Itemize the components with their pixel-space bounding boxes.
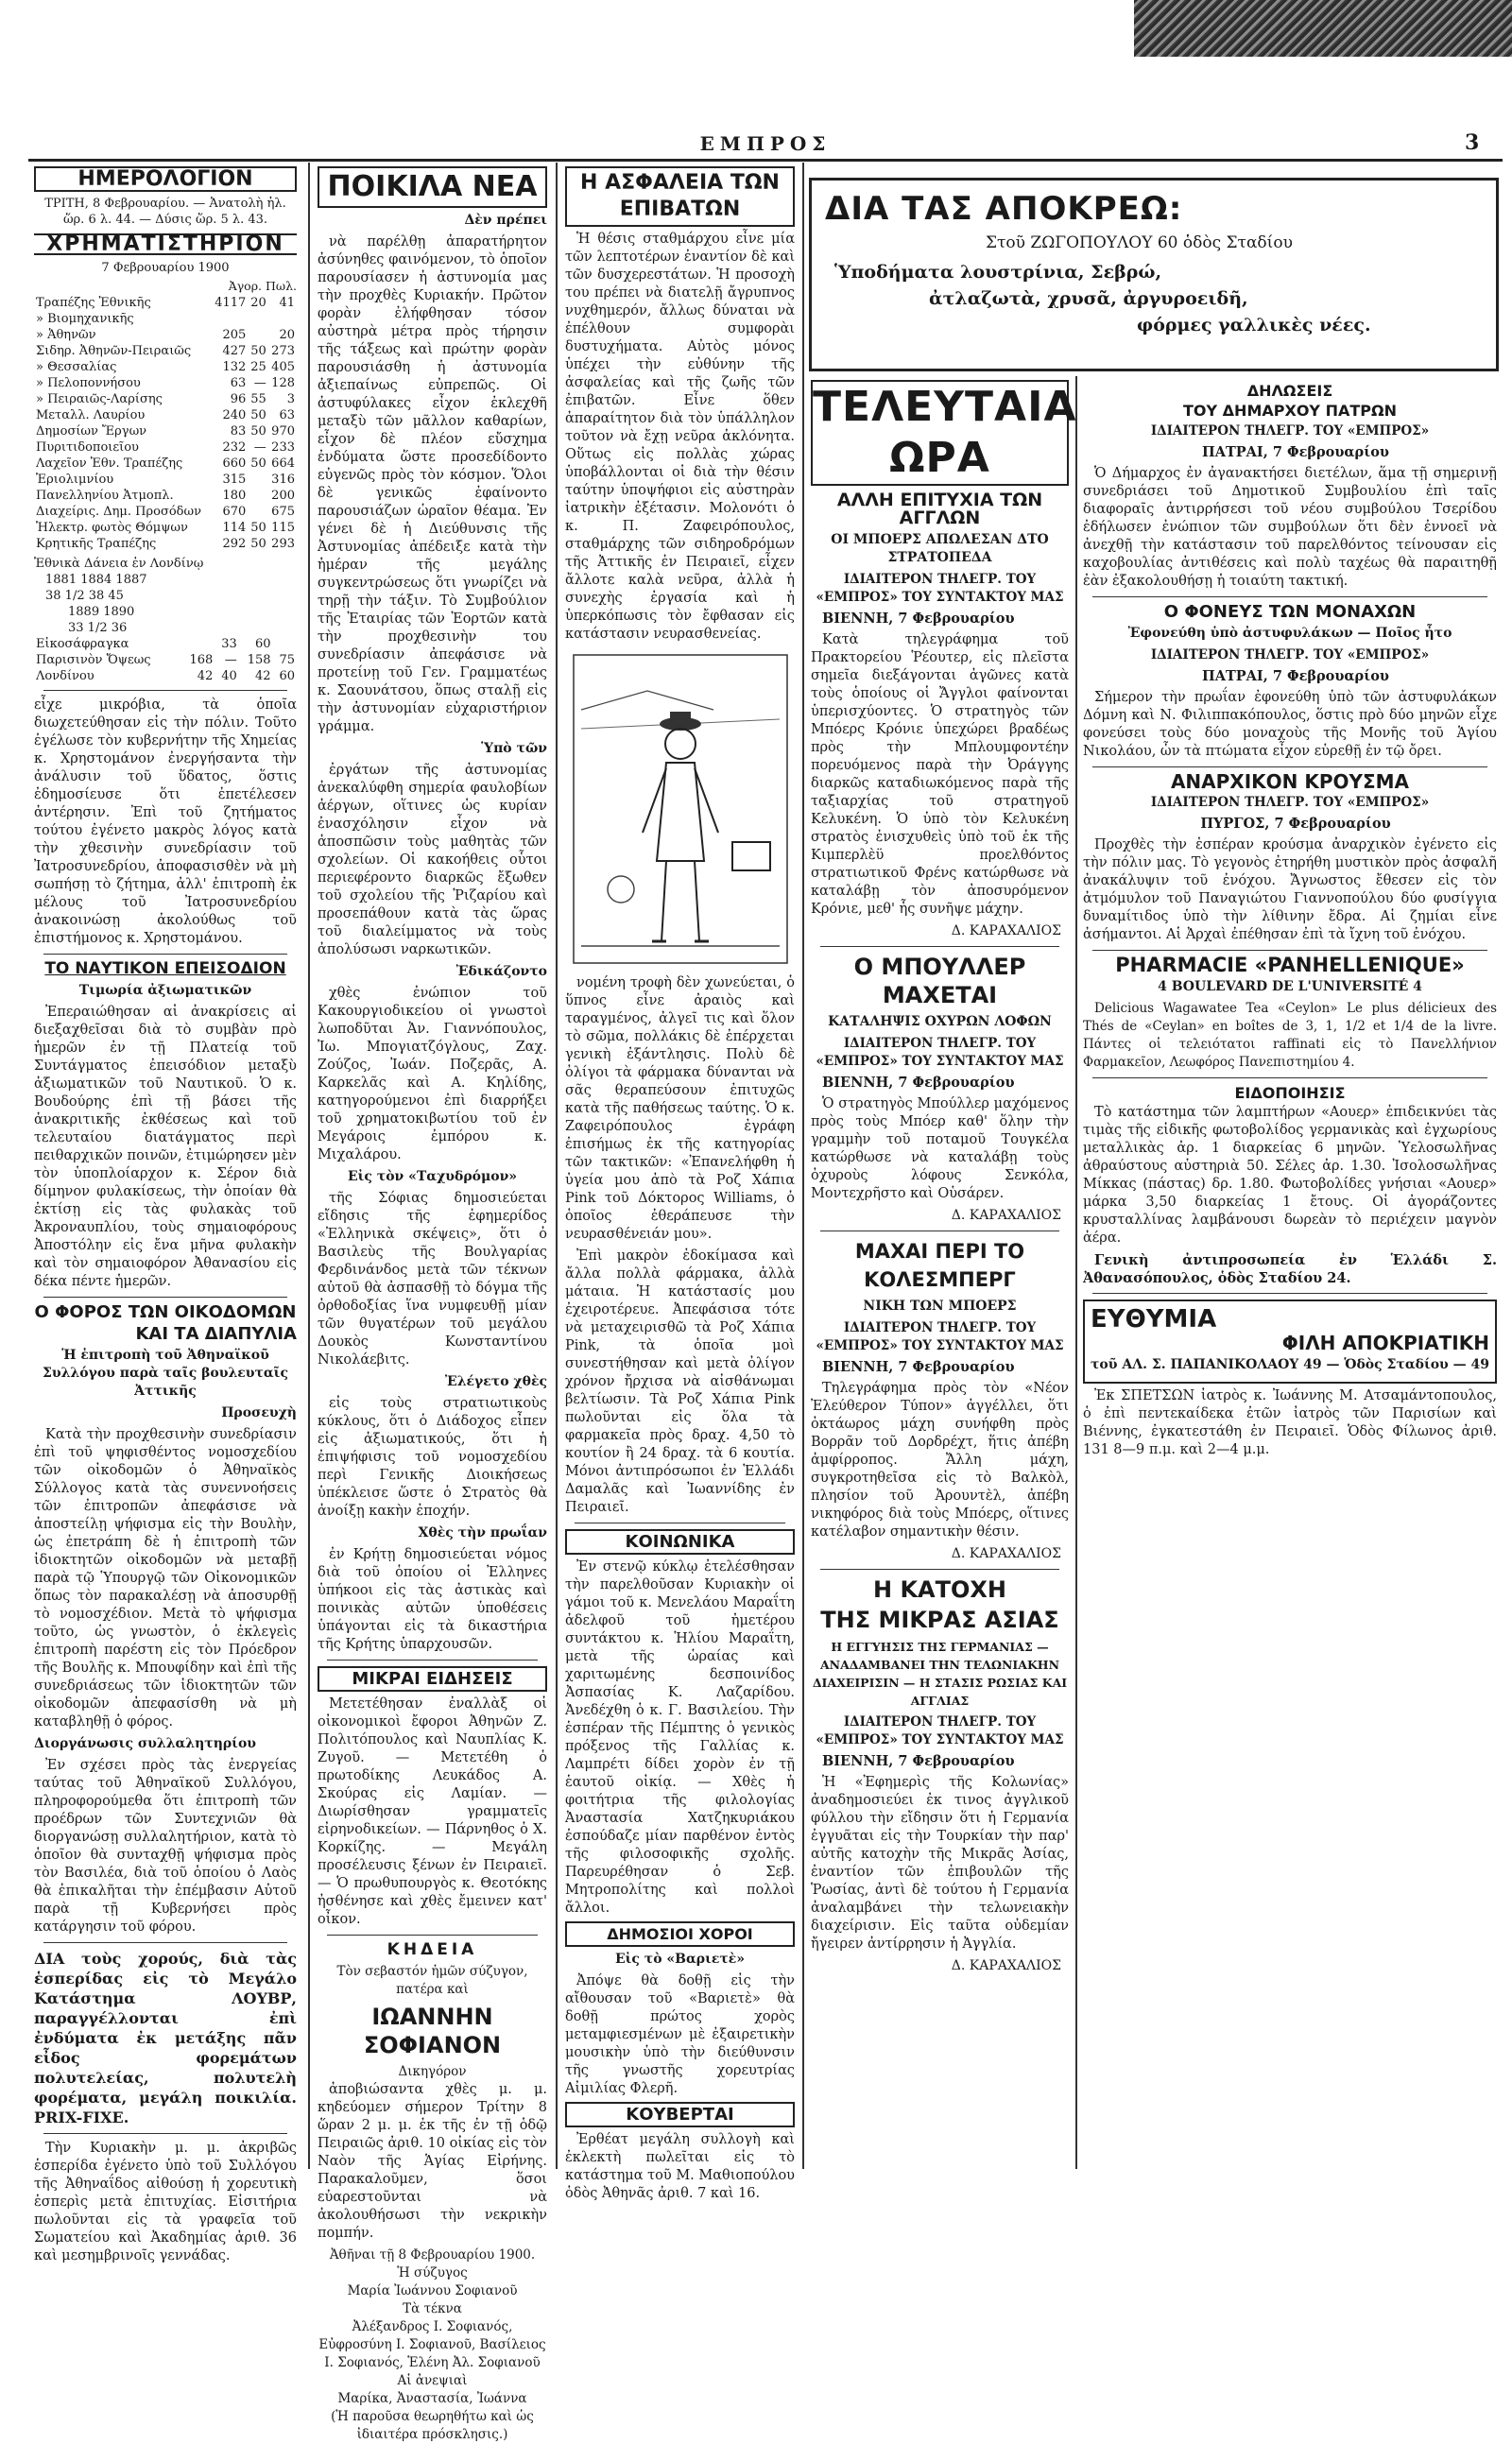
row-label: Τραπέζης Ἐθνικῆς (36, 296, 151, 310)
dispatch-place: ΒΙΕΝΝΗ, 7 Φεβρουαρίου (822, 1753, 1015, 1769)
naval-heading: ΤΟ ΝΑΥΤΙΚΟΝ ΕΠΕΙΣΟΔΙΟΝ (44, 959, 286, 978)
row-value: 42 (254, 669, 271, 683)
row-value: 670 (222, 505, 247, 519)
dance-subheading: Εἰς τὸ «Βαριετὲ» (614, 1952, 746, 1967)
row-value: 20 (279, 328, 295, 342)
table-row (34, 668, 297, 684)
divider (1092, 596, 1487, 597)
funeral-heading: ΚΗΔΕΙΑ (387, 1940, 478, 1959)
loans-block (34, 556, 297, 636)
safety-text: Ἡ θέσις σταθμάρχου εἶνε μία τῶν λεπτοτέρων ἐναντίον δὲ καὶ τῶν δυσχερεστάτων. Ἡ προσοχὴ του πρέπει νὰ διατελῇ ἄγρυπνος νυχθημερόν, ἄλλως δύναται νὰ ἐπέλθουν συμφορὰι δυστυχήματα. Αὐτὸς μόνος ὑπέχει τὴν εὐθύνην τῆς ἀσφαλείας καὶ τῆς ζωῆς τῶν ἐπιβατῶν. Εἶνε ὅθεν ἀπαραίτητον διὰ τὸν ὑπάλληλον τοῦτον νὰ ἔχῃ νεῦρα ἀκλόνητα. Οὕτως εἰς πολλὰς χώρας ὑποβάλλονται οἱ διὰ τὴν θέσιν ταύτην ὑποψήφιοι εἰς αὐστηρὰν ἰατρικὴν ἐξέτασιν. Μολονότι ὁ κ. Π. Ζαφειρόπουλος, σταθμάρχης τῶν σιδηροδρόμων τῆς Ἀττικῆς ἐν Πειραιεῖ, εἶχεν ἄλλοτε καλὰ νεῦρα, ἀλλὰ ἡ συνεχὴς ἐργασία καὶ ἡ ὑπερκόπωσις τὸν ἔφθασαν εἰς κατάστασιν νευρασθενείας. (565, 232, 795, 642)
row-value (248, 311, 268, 327)
divider (43, 1942, 287, 1943)
exchange-date: 7 Φεβρουαρίου 1900 (101, 261, 230, 275)
row-value: 427 (222, 344, 247, 358)
table-row (34, 359, 297, 375)
station-master-illustration (572, 653, 789, 965)
item-text: ἐν Κρήτῃ δημοσιεύεται νόμος διὰ τοῦ ὁποίου οἱ Ἐλληνες ὑπήκοοι εἰς τὰς ἀστικὰς καὶ ποινικὰς αὐτῶν ὑποθέσεις ὑπάγονται εἰς τὰ δικαστήρια τῆς Κρήτης ὑπαρχουσῶν. (318, 1547, 547, 1652)
dance-advert: Τὴν Κυριακὴν μ. μ. ἀκριβῶς ἑσπερίδα ἐγένετο ὑπὸ τοῦ Συλλόγου τῆς Ἀθηναΐδος αἰθούσῃ ἡ χορευτικὴ ἑσπερὶς μετὰ ἐπιτυχίας. Εἰσιτήρια πωλοῦνται εἰς τὰ γραφεῖα τοῦ Σωματείου καὶ Ἀκαδημίας ἀριθ. 36 καὶ μεσημβρινοῖς γεννάδας. (34, 2141, 297, 2263)
short-news-text: Μετετέθησαν ἐναλλὰξ οἱ οἰκονομικοὶ ἔφοροι Ἀθηνῶν Ζ. Πολιτόπουλος καὶ Ναυπλίας Κ. Ζυγοῦ. — Μετετέθη ὁ πρωτοδίκης Λευκάδος Α. Σκούρας εἰς Λαμίαν. — Διωρίσθησαν γραμματεῖς εἰρηνοδικείων. — Πάρνηθος ὁ Χ. Κορκίζης. — Μεγάλη προσέλευσις ξένων ἐν Πειραιεῖ. — Ὁ πρωθυπουργὸς κ. Θεοτόκης ἠσθένησε καὶ χθὲς ἔμεινεν κατ' οἶκον. (318, 1696, 547, 1927)
rally-subheading: Διοργάνωσις συλλαλητηρίου (34, 1736, 257, 1751)
dispatch-label: ΙΔΙΑΙΤΕΡΟΝ ΤΗΛΕΓΡ. ΤΟΥ «ΕΜΠΡΟΣ» (1150, 795, 1430, 810)
row-label: » Ἀθηνῶν (36, 328, 96, 342)
blankets-text: Ἐρθέατ μεγάλη συλλογὴ καὶ ἐκλεκτὴ πωλεῖται εἰς τὸ κατάστημα τοῦ Μ. Μαθιοπούλου ὁδὸς Ἀθηνᾶς ἀριθ. 7 καὶ 16. (565, 2132, 795, 2201)
carnival-shop-subtitle: ΦΙΛΗ ΑΠΟΚΡΙΑΤΙΚΗ (1281, 1332, 1489, 1354)
row-value: 42 (197, 669, 214, 683)
item-subheading: Εἰς τὸν «Ταχυδρόμον» (347, 1169, 518, 1184)
item-subheading: Δὲν πρέπει (464, 213, 547, 228)
column-passenger-safety (559, 163, 800, 2201)
funeral-wife: Μαρία Ἰωάννου Σοφιανοῦ (347, 2283, 518, 2298)
social-heading: ΚΟΙΝΩΝΙΚΑ (565, 1529, 795, 1555)
pharmacy-title: PHARMACIE «PANHELLENIQUE» (1115, 954, 1465, 976)
safety-text-2: Ἐπὶ μακρὸν ἐδοκίμασα καὶ ἄλλα πολλὰ φάρμακα, ἀλλὰ μάταια. Ἡ κατάστασίς μου ἐχειροτέρευε. Ἀπεφάσισα τότε νὰ μεταχειρισθῶ τὰ Ροζ Χάπια Pink, τὰ ὁποῖα μοὶ συνεστήθησαν καὶ μετὰ ὀλίγον χρόνον ἤρχισα νὰ αἰσθάνωμαι βελτίωσιν. Τὰ Ροζ Χάπια Pink πωλοῦνται εἰς ὅλα τὰ φαρμακεῖα πρὸς δραχ. 4,50 τὸ κουτίον ἢ 24 δραχ. τὰ 6 κουτία. Μόνοι ἀντιπρόσωποι ἐν Ἑλλάδι Δαμαλᾶς καὶ Ἰωαννίδης ἐν Πειραιεῖ. (565, 1248, 795, 1515)
table-row (34, 536, 297, 552)
story-subheading: ΝΙΚΗ ΤΩΝ ΜΠΟΕΡΣ (863, 1299, 1017, 1314)
signature: Δ. ΚΑΡΑΧΑΛΙΟΣ (951, 1958, 1061, 1973)
row-value: 200 (271, 489, 295, 503)
row-value: 41 (279, 296, 295, 310)
dispatch-label: ΙΔΙΑΙΤΕΡΟΝ ΤΗΛΕΓΡ. ΤΟΥ «ΕΜΠΡΟΣ» (1150, 423, 1430, 439)
carnival-shop-advert (1083, 1299, 1497, 1384)
currency-table (34, 636, 297, 684)
row-value: — (253, 440, 266, 455)
row-value: 83 (230, 424, 247, 439)
row-value: 316 (271, 473, 295, 487)
carnival-advert-items-2: ἀτλαζωτὰ, χρυσᾶ, ἀργυροειδῆ, (929, 288, 1248, 309)
row-value: — (253, 376, 266, 390)
divider (1092, 766, 1487, 767)
short-news-heading: ΜΙΚΡΑΙ ΕΙΔΗΣΕΙΣ (318, 1666, 547, 1692)
row-value (181, 636, 215, 652)
row-value: 63 (279, 408, 295, 422)
dispatch-label: ΙΔΙΑΙΤΕΡΟΝ ΤΗΛΕΓΡ. ΤΟΥ «ΕΜΠΡΟΣ» ΤΟΥ ΣΥΝΤΑΚΤΟΥ ΜΑΣ (816, 572, 1064, 605)
dispatch-text: Ἡ «Ἐφημερὶς τῆς Κολωνίας» ἀναδημοσιεύει ἐκ τινος ἀγγλικοῦ φύλλου τὴν εἴδησιν ὅτι ἡ Γερμανία ἐγγυᾶται εἰς τὴν Τουρκίαν τὴν παρ' αὐτῆς κατοχὴν τῆς Μικρᾶς Ἀσίας, ἐναντίον τῶν ἐπιβουλῶν τῆς Ῥωσίας, ἀντὶ δὲ τούτου ἡ Γερμανία ἀναλαμβάνει τὴν τελωνειακὴν διαχείρισιν. Εἰς ταῦτα οὐδεμίαν ἤγειρεν ἀντίρρησιν ἡ Ἀγγλία. (811, 1775, 1069, 1952)
row-value: 405 (271, 360, 295, 374)
story-heading-2: ΤΟΥ ΔΗΜΑΡΧΟΥ ΠΑΤΡΩΝ (1183, 402, 1397, 420)
row-label: Σιδηρ. Ἀθηνῶν-Πειραιῶς (36, 344, 192, 358)
dance-text: Ἀπόψε θὰ δοθῇ εἰς τὴν αἴθουσαν τοῦ «Βαριετὲ» θὰ δοθῇ πρώτος χορὸς μεταμφιεσμένων μὲ ἐξαιρετικὴν μουσικὴν ὑπὸ τὴν διεύθυνσιν τῆς γνωστῆς χορευτρίας Αἰμιλίας Φλερῆ. (565, 1973, 795, 2096)
column-rule (556, 163, 558, 2169)
safety-heading: Η ΑΣΦΑΛΕΙΑ ΤΩΝ ΕΠΙΒΑΤΩΝ (565, 166, 795, 227)
row-value: 4117 (215, 296, 247, 310)
story-heading: ΑΝΑΡΧΙΚΟΝ ΚΡΟΥΣΜΑ (1170, 770, 1410, 793)
tax-subheading-2: Προσευχὴ (221, 1405, 297, 1420)
row-value: 233 (271, 440, 295, 455)
row-value: 128 (271, 376, 295, 390)
table-row (34, 343, 297, 359)
funeral-date: Ἀθῆναι τῇ 8 Φεβρουαρίου 1900. (329, 2247, 536, 2263)
row-value (268, 311, 297, 327)
loans-values-2: 33 1/2 36 (68, 621, 128, 635)
story-subheading: ΟΙ ΜΠΟΕΡΣ ΑΠΩΛΕΣΑΝ ΔΤΟ ΣΤΡΑΤΟΠΕΔΑ (831, 532, 1049, 565)
dispatch-label: ΙΔΙΑΙΤΕΡΟΝ ΤΗΛΕΓΡ. ΤΟΥ «ΕΜΠΡΟΣ» ΤΟΥ ΣΥΝΤΑΚΤΟΥ ΜΑΣ (816, 1036, 1064, 1069)
row-label: » Πειραιῶς-Λαρίσης (36, 392, 163, 406)
row-value: 292 (222, 537, 247, 551)
story-subheading: Η ΕΓΓΥΗΣΙΣ ΤΗΣ ΓΕΡΜΑΝΙΑΣ — ΑΝΑΔΑΜΒΑΝΕΙ ΤΗΝ ΤΕΛΩΝΙΑΚΗΝ ΔΙΑΧΕΙΡΙΣΙΝ — Η ΣΤΑΣΙΣ ΡΩΣΙΑΣ ΚΑΙ ΑΓΓΛΙΑΣ (812, 1640, 1068, 1708)
dispatch-text: Σήμερον τὴν πρωΐαν ἐφονεύθη ὑπὸ τῶν ἀστυφυλάκων Δόμνη καὶ Ν. Φιλιππακόπουλος, ὅστις πρὸ δύο μηνῶν εἶχε φονεύσει τοὺς δύο μοναχοὺς τῆς Μονῆς τοῦ Ἁγίου Νικολάου, ὧν τὰ πτώματα εἶχον εὑρεθῇ ἐν τῷ ὄρει. (1083, 690, 1497, 759)
funeral-name: ΙΩΑΝΝΗΝ ΣΟΦΙΑΝΟΝ (363, 2004, 502, 2058)
tax-heading-2: ΚΑΙ ΤΑ ΔΙΑΠΥΛΙΑ (135, 1324, 297, 1344)
row-value: 240 (222, 408, 247, 422)
almanac-line: ΤΡΙΤΗ, 8 Φεβρουαρίου. — Ἀνατολὴ ἡλ. ὥρ. 6 λ. 44. — Δύσις ὥρ. 5 λ. 43. (44, 197, 286, 227)
item-text: νὰ παρέλθῃ ἀπαρατήρητον ἀσύνηθες φαινόμενον, τὸ ὁποῖον παρουσίασεν ἡ ἀστυνομία μας τὴν προχθὲς Κυριακήν. Πρῶτον φορὰν ἐλήφθησαν τόσον αὐστηρὰ μέτρα πρὸς τήρησιν τῆς τάξεως καὶ πρώτην φορὰν παρουσιάσθη ἡ ἀστυνομία ἀξιεπαίνως εὐπρεπῶς. Οἱ ἀστυφύλακες εἶχον ἐκλεχθῆ μεταξὺ τῶν μᾶλλον καθαρίων, εἶχον δὲ πλέον εὔσχημα ἐνδύματα ὥστε προσεδίδοντο εὐγενῶς πρὸς τὸν κόσμον. Ὅλοι δὲ γενικῶς ἐφαίνοντο παρουσιάζων ὡραῖον θέαμα. Ἐν γένει δὲ ἡ Διεύθυνσις τῆς Ἀστυνομίας ἀπέδειξε κατὰ τὴν ἡμέραν τῆς μεγάλης συγκεντρώσεως ὅτι γνωρίζει νὰ τηρῇ τὴν τάξιν. Τὸ Συμβούλιον τῆς Ἑταιρίας τῶν Ἑορτῶν κατὰ τὴν προχθεσινὴν του συνεδρίασιν ἀπεφάσισε νὰ προτείνῃ τοῦ Γεν. Γραμματέως κ. Σαουνάτσου, ὅπως σταλῇ εἰς τὴν ἀστυνομίαν εὐχαριστήριον γράμμα. (318, 234, 547, 734)
dispatch-place: ΒΙΕΝΝΗ, 7 Φεβρουαρίου (822, 1075, 1015, 1091)
dispatch-text: Προχθὲς τὴν ἑσπέραν κρούσμα ἀναρχικὸν ἐγένετο εἰς τὴν πόλιν μας. Τὸ γεγονὸς ἐτηρήθη μυστικὸν πρὸς ἀσφαλῆ ἀνακάλυψιν τοῦ ἐνόχου. Ἄγνωστος ἔθεσεν εἰς τὸν ἀτμόμυλον τοῦ Παναγιώτου Γιαννοπούλου δύο φυσίγγια δυναμίτιδος ὑπὸ τὴν λίθινην ἔδρα. Αἱ ζημίαι εἶνε ἀσήμαντοι. Αἱ Ἀρχαὶ ἐπέθησαν ἐπὶ τὰ ἴχνη τοῦ ἐνόχου. (1083, 837, 1497, 942)
latest-hour-heading: ΤΕΛΕΥΤΑΙΑ ΩΡΑ (811, 380, 1069, 486)
tax-subheading: Ἡ ἐπιτροπὴ τοῦ Ἀθηναϊκοῦ Συλλόγου παρὰ ταῖς βουλευταῖς Ἀττικῆς (43, 1348, 288, 1399)
exchange-col-headers: Ἀγορ. Πωλ. (228, 279, 297, 293)
scan-edge-shading (1134, 0, 1512, 57)
row-value: 205 (222, 328, 247, 342)
row-value (248, 472, 268, 488)
row-label: Παρισινὸν Ὄψεως (36, 653, 151, 667)
divider (820, 1569, 1059, 1570)
row-value: 315 (222, 473, 247, 487)
row-value (248, 504, 268, 520)
item-text: ἐργάτων τῆς ἀστυνομίας ἀνεκαλύφθη σημερία φαυλοβίων ἀέργων, οἵτινες ὡς κυρίαν ἐνασχόλησιν εἶχον νὰ ἀποσπῶσιν τοὺς μαθητὰς τῶν σχολείων. Οἱ κακοήθεις οὗτοι περιεφέροντο διαρκῶς ἔξωθεν τοῦ σχολείου τῆς Ῥιζαρίου καὶ προσεπάθουν κατὰ τὰς ὥρας τοῦ διαλείμματος νὰ τοὺς ἀπολύσωσι ναρκωτικῶν. (318, 763, 547, 957)
table-row (34, 472, 297, 488)
row-value (211, 311, 248, 327)
exchange-table (34, 295, 297, 552)
row-value: 675 (271, 505, 295, 519)
funeral-note: (Ἡ παροῦσα θεωρηθήτω καὶ ὡς ἰδιαιτέρα πρόσκλησις.) (331, 2409, 534, 2442)
table-row (34, 423, 297, 439)
row-label: Ἐριολιμνίου (36, 473, 114, 487)
row-value: 273 (271, 344, 295, 358)
masthead-rule (28, 159, 1503, 162)
row-value: 970 (271, 424, 295, 439)
almanac-heading: ΗΜΕΡΟΛΟΓΙΟΝ (34, 166, 297, 192)
row-label: Πυριτιδοποιεῖου (36, 440, 139, 455)
carnival-shop-title: ΕΥΘΥΜΙΑ (1091, 1305, 1217, 1334)
signature: Δ. ΚΑΡΑΧΑΛΙΟΣ (951, 923, 1061, 938)
doctor-notice: Ἐκ ΣΠΕΤΣΩΝ ἰατρὸς κ. Ἰωάννης Μ. Ατσαμάντοπουλος, ὁ ἐπὶ πεντεκαίδεκα ἐτῶν ἰατρὸς τῶν Παρισίων καὶ Βιέννης, ἐγκατεστάθη ἐν Πειραιεῖ. Ὁδὸς Φίλωνος ἀριθ. 131 8—9 π.μ. καὶ 2—4 μ.μ. (1083, 1388, 1497, 1457)
column-various-news (312, 163, 553, 2442)
divider (327, 1660, 538, 1661)
table-row (34, 439, 297, 456)
funeral-children-label: Τὰ τέκνα (403, 2301, 462, 2316)
divider (43, 690, 287, 691)
row-value: 20 (250, 296, 266, 310)
row-value: 60 (254, 637, 271, 651)
row-label: Ἠλεκτρ. φωτὸς Θόμψων (36, 521, 188, 535)
divider (1092, 950, 1487, 951)
funeral-text: ἀποβιώσαντα χθὲς μ. μ. κηδεύομεν σήμερον Τρίτην 8 ὥραν 2 μ. μ. ἐκ τῆς ἐν τῇ ὁδῷ Πειραιῶς ἀριθ. 10 οἰκίας εἰς τὸν Ναὸν τῆς Ἁγίας Εἰρήνης. Παρακαλοῦμεν, ὅσοι εὐαρεστοῦνται νὰ ἀκολουθήσωσι τὴν νεκρικὴν πομπήν. (318, 2082, 547, 2241)
newspaper-masthead: ΕΜΠΡΟΣ (699, 132, 832, 155)
notices-heading: ΕΙΔΟΠΟΙΗΣΙΣ (1234, 1084, 1346, 1102)
row-label: Διαχείρις. Δημ. Προσόδων (36, 505, 201, 519)
tax-text: Κατὰ τὴν προχθεσινὴν συνεδρίασιν ἐπὶ τοῦ ψηφισθέντος νομοσχεδίου τῶν οἰκοδομῶν ὁ Ἀθηναϊκὸς Σύλλογος κατὰ τὰς συνεννοήσεις τῶν ἐπιτροπῶν ἀπεφάσισε νὰ ἀποστείλῃ ψήφισμα εἰς τὴν Βουλὴν, ὡς ἐπετράπη δὲ ἡ ἐπιτροπὴ τῶν ἰδιοκτητῶν οἰκοδομῶν νὰ μεταβῇ παρὰ τῷ Ὑπουργῷ τῶν Οἰκονομικῶν ὅπως τὸν παρακαλέσῃ νὰ ἀποσυρθῇ τὸ νομοσχέδιον. Μετὰ τὸ ψήφισμα τοῦτο, ὡς γνωστὸν, ὁ ἐκλεγεὶς ἐπιτροπὴ παρέστη εἰς τὸν Πρόεδρον τῆς Βουλῆς κ. Μπουφίδην καὶ ἐπὶ τῆς συνεδριάσεως τῶν ἰδιοκτητῶν τῶν οἰκοδομῶν ἀπεφασίσθη νὰ μὴ καταβληθῇ ὁ φόρος. (34, 1427, 297, 1730)
story-subheading: ΚΑΤΑΛΗΨΙΣ ΟΧΥΡΩΝ ΛΟΦΩΝ (828, 1014, 1052, 1029)
funeral-wife-label: Ἡ σύζυγος (397, 2265, 468, 2280)
funeral-relatives: Μαρίκα, Ἀναστασία, Ἰωάννα (337, 2391, 527, 2406)
carnival-advert-title: ΔΙΑ ΤΑΣ ΑΠΟΚΡΕΩ: (825, 190, 1183, 228)
story-heading: ΑΛΛΗ ΕΠΙΤΥΧΙΑ ΤΩΝ ΑΓΓΛΩΝ (836, 490, 1043, 528)
table-row (34, 295, 297, 311)
divider (327, 1935, 538, 1936)
story-subheading: Ἐφονεύθη ὑπὸ ἀστυφυλάκων — Ποῖος ἦτο (1127, 626, 1452, 641)
item-text: τῆς Σόφιας δημοσιεύεται εἴδησις τῆς ἐφημερίδος «Ἐλληνικὰ σκέψεις», ὅτι ὁ Βασιλεὺς τῆς Βουλγαρίας Φερδινάνδος μετὰ τῶν τέκνων αὐτοῦ θὰ ἀσπασθῇ τὸ δόγμα τῆς ὀρθοδοξίας ἵνα νυμφευθῇ μίαν τῶν θυγατέρων τοῦ μεγάλου Δουκὸς Κωνσταντίνου Νικολάεβιτς. (318, 1191, 547, 1368)
dispatch-label: ΙΔΙΑΙΤΕΡΟΝ ΤΗΛΕΓΡ. ΤΟΥ «ΕΜΠΡΟΣ» ΤΟΥ ΣΥΝΤΑΚΤΟΥ ΜΑΣ (816, 1320, 1064, 1353)
tax-heading: Ο ΦΟΡΟΣ ΤΩΝ ΟΙΚΟΔΟΜΩΝ (34, 1302, 297, 1322)
row-label: » Πελοποννήσου (36, 376, 141, 390)
item-subheading: Ὑπὸ τῶν (481, 741, 547, 756)
table-row (34, 520, 297, 536)
row-value: 158 (247, 653, 271, 667)
page-number: 3 (1465, 130, 1480, 155)
story-heading: Ο ΦΟΝΕΥΣ ΤΩΝ ΜΟΝΑΧΩΝ (1163, 602, 1417, 622)
story-heading: Η ΚΑΤΟΧΗ (873, 1576, 1006, 1603)
dispatch-place: ΒΙΕΝΝΗ, 7 Φεβρουαρίου (822, 611, 1015, 627)
various-news-heading: ΠΟΙΚΙΛΑ ΝΕΑ (318, 166, 547, 208)
loans-values: 38 1/2 38 45 (45, 589, 124, 603)
story-heading: ΔΗΛΩΣΕΙΣ (1246, 382, 1333, 400)
table-row (34, 407, 297, 423)
loans-years-2: 1889 1890 (68, 605, 135, 619)
exchange-heading: ΧΡΗΜΑΤΙΣΤΗΡΙΟΝ (34, 233, 297, 255)
row-label: Κρητικῆς Τραπέζης (36, 537, 157, 551)
item-text: χθὲς ἐνώπιον τοῦ Κακουργιοδικείου οἱ γνωστοὶ λωποδῦται Ἀν. Γιαννόπουλος, Ἰω. Μπογιατζόγλους, Ζαχ. Ζούζος, Ἰωάν. Ποζερᾶς, Α. Καρκελᾶς καὶ Α. Κηλίδης, κατηγορούμενοι ἐπὶ διαρρήξει τοῦ χρηματοκιβωτίου τοῦ ἐν Μεγάροις ἐμπόρου κ. Μιχαλάρου. (318, 986, 547, 1162)
carnival-advert-items-1: Ὑποδήματα λουστρίνια, Σεβρώ, (834, 262, 1162, 283)
row-value: 114 (222, 521, 247, 535)
row-value: 3 (286, 392, 295, 406)
dispatch-text: Κατὰ τηλεγράφημα τοῦ Πρακτορείου Ῥέουτερ, εἰς πλεῖστα σημεῖα διεξάγονται ἀγῶνες κατὰ τοὺς ὁποίους οἱ Ἄγγλοι φαίνονται ὑπερισχύοντες. Ὁ στρατηγὸς τῶν Μπόερς Κρόνιε ὑπεχώρει βραδέως πρὸς τὴν Μπλουμφοντέην πορευόμενος παρὰ τὴν Ὀράγγης διαρκῶς καταδιωκόμενος παρὰ τῆς ταξιαρχίας τοῦ στρατηγοῦ Κελυκένη. Ὁ ὑπὸ τὸν Κελυκένη στρατὸς ἐνισχυθεὶς ὑπὸ τοῦ ἐκ τῆς Κιμπερλὲϋ προελθόντος στρατιωτικοῦ Φρένς κατώρθωσε νὰ καταλάβῃ τὸν ἀποσυρόμενον Κρόνιε, μεθ' ἧς συνῆψε μάχην. (811, 632, 1069, 917)
row-value: 293 (271, 537, 295, 551)
blankets-heading: ΚΟΥΒΕΡΤΑΙ (565, 2102, 795, 2127)
column-rule (802, 163, 804, 2169)
story-heading: ΜΑΧΑΙ ΠΕΡΙ ΤΟ ΚΟΛΕΣΜΠΕΡΓ (854, 1240, 1025, 1291)
table-row (34, 327, 297, 343)
row-value: 180 (222, 489, 247, 503)
public-dances-heading: ΔΗΜΟΣΙΟΙ ΧΟΡΟΙ (565, 1921, 795, 1947)
row-value: 50 (250, 521, 266, 535)
row-label: Λονδίνου (36, 669, 94, 683)
story-heading: Ο ΜΠΟΥΛΛΕΡ ΜΑΧΕΤΑΙ (853, 954, 1026, 1008)
row-value: 33 (221, 637, 237, 651)
dispatch-text: Ὁ στρατηγὸς Μπούλλερ μαχόμενος πρὸς τοὺς Μπόερ καθ' ὅλην τὴν γραμμὴν τοῦ ποταμοῦ Τουγκέλα κατώρθωσε νὰ καταλάβῃ τοὺς ὀχυροὺς λόφους Σενκόλα, Μοντεχρῆστο καὶ Οὑσάρεν. (811, 1096, 1069, 1201)
pharmacy-text: Delicious Wagawatee Tea «Ceylon» Le plus délicieux des Thés de «Ceylan» en boîtes de 3, 1, 1/2 et 1/4 de la livre. Πάντες οἱ τελειότατοι raffinati εἰς τὸ Πανελλήνιον Φαρμακεῖον, Λεωφόρος Πανεπιστημίου 4. (1083, 1001, 1497, 1070)
row-value: 63 (230, 376, 247, 390)
row-label: Μεταλλ. Λαυρίου (36, 408, 146, 422)
loans-years: 1881 1884 1887 (45, 573, 147, 587)
column-rule (308, 163, 310, 2169)
row-label: Πανελληνίου Ἀτμοπλ. (36, 489, 174, 503)
pharmacy-address: 4 BOULEVARD DE L'UNIVERSITÉ 4 (1158, 979, 1422, 994)
row-value: 40 (221, 669, 237, 683)
row-value: 132 (222, 360, 247, 374)
row-value: 50 (250, 408, 266, 422)
dispatch-label: ΙΔΙΑΙΤΕΡΟΝ ΤΗΛΕΓΡ. ΤΟΥ «ΕΜΠΡΟΣ» ΤΟΥ ΣΥΝΤΑΚΤΟΥ ΜΑΣ (816, 1714, 1064, 1747)
funeral-children: Ἀλέξανδρος Ι. Σοφιανός, Εὐφροσύνη Ι. Σοφιανοῦ, Βασίλειος Ι. Σοφιανός, Ἑλένη Ἀλ. Σοφιανοῦ (318, 2319, 546, 2370)
loans-label: Ἐθνικὰ Δάνεια ἐν Λονδίνῳ (34, 557, 204, 571)
row-value: — (224, 653, 237, 667)
signature: Δ. ΚΑΡΑΧΑΛΙΟΣ (951, 1546, 1061, 1561)
row-value: 664 (271, 456, 295, 471)
table-row (34, 652, 297, 668)
item-text: εἰς τοὺς στρατιωτικοὺς κύκλους, ὅτι ὁ Διάδοχος εἶπεν εἰς ἀξιωματικούς, ὅτι ἡ ἐπιψήφισις τοῦ νομοσχεδίου περὶ Γενικῆς Διοικήσεως ὑπέκλεισε ὥστε ὁ Στρατὸς θὰ ἀνοίξῃ κακὴν ἐποχήν. (318, 1396, 547, 1519)
row-label: Δημοσίων Ἔργων (36, 424, 147, 439)
carnival-advert-items-3: φόρμες γαλλικὲς νέες. (1137, 315, 1371, 336)
row-label: Λαχεῖον Ἐθν. Τραπέζης (36, 456, 183, 471)
row-value: 55 (250, 392, 266, 406)
table-row (34, 391, 297, 407)
carnival-shop-address: τοῦ ΑΛ. Σ. ΠΑΠΑΝΙΚΟΛΑΟΥ 49 — Ὁδὸς Σταδίου — 49 (1091, 1357, 1490, 1372)
row-label: » Βιομηχανικῆς (36, 312, 134, 326)
louvre-advert: ΔΙΑ τοὺς χορούς, διὰ τὰς ἑσπερίδας εἰς τὸ Μεγάλο Κατάστημα ΛΟΥΒΡ, παραγγέλλονται ἐπὶ ἐνδύματα ἐκ μετάξης πᾶν εἶδος φορεμάτων πολυτελείας, πολυτελὴ φορέματα, μεγάλη ποικιλία. PRIX-FIXE. (34, 1950, 297, 2126)
row-value (248, 488, 268, 504)
row-value: 60 (279, 669, 295, 683)
divider (1092, 1077, 1487, 1078)
row-value: 75 (279, 653, 295, 667)
row-value: 50 (250, 344, 266, 358)
carnival-advert-store: Στοῦ ΖΩΓΟΠΟΥΛΟΥ 60 ὁδὸς Σταδίου (986, 233, 1293, 252)
table-row (34, 488, 297, 504)
dispatch-text: Ὁ Δήμαρχος ἐν ἀγανακτήσει διετέλων, ἅμα τῇ σημερινῇ συνεδριάσει τοῦ Δημοτικοῦ Συμβουλίου ἐπὶ ταῖς διαφοραῖς ἀντιρρήσεσι τοῦ νέου συμβούλου Τσερίδου ἐδήλωσεν ἐνώπιον τῶν συμβούλων ὅτι δὲν ἐννοεῖ νὰ ἀνεχθῇ τὴν κατάστασιν τοῦ παρελθόντος τείνουσαν εἰς καχοβουλίας ἀντιθέσεις καὶ πολὺ ταχέως θὰ παραιτηθῇ ἐὰν ἐξακολουθήσῃ ἡ τοιαύτη τακτική. (1083, 466, 1497, 589)
dispatch-place: ΠΑΤΡΑΙ, 7 Φεβρουαρίου (1202, 668, 1389, 684)
row-value: 50 (250, 424, 266, 439)
item-subheading: Χθὲς τὴν πρωΐαν (418, 1525, 547, 1540)
funeral-role: Δικηγόρον (398, 2064, 467, 2079)
table-row (34, 636, 297, 652)
dispatch-text: Τηλεγράφημα πρὸς τὸν «Νέον Ἐλεύθερον Τύπον» ἀγγέλλει, ὅτι ὀκτάωρος μάχη συνήφθη πρὸς Βορρᾶν τοῦ Δορδρέχτ, ἥτις ἀπέβη ἀμφίρροπος. Ἄλλη μάχη, συγκροτηθεῖσα εἰς τὸ Βαλκὸλ, πλησίον τοῦ Ἀρουντὲλ, ἀπέβη νικηφόρος διὰ τοὺς Μπόερς, οἵτινες κατέλαβον σημαντικὴν θέσιν. (811, 1381, 1069, 1540)
naval-subheading: Τιμωρία ἀξιωματικῶν (78, 983, 252, 998)
funeral-relatives-label: Αἱ ἀνεψιαὶ (397, 2373, 468, 2388)
table-row (34, 375, 297, 391)
dispatch-place: ΒΙΕΝΝΗ, 7 Φεβρουαρίου (822, 1359, 1015, 1375)
table-row (34, 311, 297, 327)
social-text: Ἐν στενῷ κύκλῳ ἐτελέσθησαν τὴν παρελθοῦσαν Κυριακὴν οἱ γάμοι τοῦ κ. Μενελάου Μαραΐτη ἀδελφοῦ τοῦ ἡμετέρου συντάκτου κ. Ἡλίου Μαραΐτη, μετὰ τῆς ὡραίας καὶ χαριτωμένης δεσποινίδος Ἀσπασίας Κ. Λαζαρίδου. Ἀνεδέχθη ὁ κ. Γ. Βασιλείου. Τὴν ἑσπέραν τῆς Πέμπτης ὁ γενικὸς πρόξενος τῆς Γαλλίας κ. Λαμπρέτι δίδει χορὸν ἐν τῇ ἑαυτοῦ οἰκίᾳ. — Χθὲς ἡ φοιτήτρια τῆς φιλολογίας Ἀναστασία Χατζηκυριάκου ἐσπούδαζε μίαν παρθένον ἐντὸς τῆς φιλοσοφικῆς σχολῆς. Παρευρέθησαν ὁ Σεβ. Μητροπολίτης καὶ πολλοὶ ἄλλοι. (565, 1559, 795, 1916)
signature: Δ. ΚΑΡΑΧΑΛΙΟΣ (951, 1208, 1061, 1223)
funeral-intro: Τὸν σεβαστόν ἡμῶν σύζυγον, πατέρα καὶ (336, 1964, 528, 1997)
row-label: Εἰκοσάφραγκα (36, 637, 129, 651)
row-value: 50 (250, 537, 266, 551)
divider (43, 2133, 287, 2134)
divider (43, 954, 287, 955)
row-value (248, 327, 268, 343)
water-story: εἶχε μικρόβια, τὰ ὁποῖα διωχετεύθησαν εἰς τὴν πόλιν. Τοῦτο ἐγέλωσε τὸν κυβερνήτην τῆς Χημείας κ. Χρηστομάνον ἐνεργήσαντα τὴν ἀνάλυσιν τοῦ ὕδατος, ὅστις ἐδημοσίευσε ὅτι ἐπετέλεσεν ἀντέρησιν. Ἐπὶ τοῦ ζητήματος τούτου ἐγένετο μακρὸς λόγος κατὰ τὴν χθεσινὴν συνεδρίασιν τοῦ Ἰατροσυνεδρίου, ἀποφασισθὲν νὰ μὴ σωπήσῃ τὸ ζήτημα, ἀλλ' ἐπιτροπὴ ἐκ μέλους τοῦ Ἰατροσυνεδρίου ἀνακοινώσῃ ἀκολούθως τοῦ ἐπιστήμονος κ. Χρηστομάνου. (34, 697, 297, 946)
story-heading-2: ΤΗΣ ΜΙΚΡΑΣ ΑΣΙΑΣ (820, 1607, 1059, 1633)
carnival-advert (809, 178, 1499, 371)
row-value: 50 (250, 456, 266, 471)
notices-text: Τὸ κατάστημα τῶν λαμπτήρων «Αουερ» ἐπιδεικνύει τὰς τιμὰς τῆς εἰδικῆς φωτοβολίδος γερμανικὰς καὶ ἐγχωρίους μεταλλικὰς ἀρ. 1 διαρκείας 6 μηνῶν. Ὑελοσωλῆνας ἀθραύστους αὐστηριὰ 50. Σέλες ἀρ. 1.30. Ἰσολοσωλῆνας Μίκκας (πάστας) δρ. 1.80. Φωτοβολίδες γνήσιαι «Αουερ» μάρκα 3,50 διαρκείας 1 ἔτους. Οἱ ἀγοράζοντες κρυσταλλίνας λαμβάνουσι δωρεὰν τὸ περιέχειν μαγνὸν ἀέρα. (1083, 1105, 1497, 1246)
naval-text: Ἐπεραιώθησαν αἱ ἀνακρίσεις αἱ διεξαχθεῖσαι διὰ τὸ συμβὰν πρὸ ἡμερῶν ἐν τῇ Πλατείᾳ τοῦ Συντάγματος ἐπεισόδιον μεταξὺ ἀξιωματικῶν τοῦ Ναυτικοῦ. Ὁ κ. Βουδούρης ἐπὶ τῇ βάσει τῆς ἀνακριτικῆς ἐκθέσεως καὶ τοῦ τελευταίου διατάγματος περὶ πειθαρχικῶν ποινῶν, ἐτιμώρησεν μὲν τὸν ὑποπλοίαρχον κ. Σέρον διὰ δίμηνον φυλακίσεως, τὴν ὁποίαν θὰ ἐκτίσῃ εἰς τὰς φυλακὰς τοῦ Ἀκροναυπλίου, τοὺς σημαιοφόρους Ἀποστόλην εἰς ἔνα μῆνα φυλακὴν καὶ τὸν σημαιοφόρον Ἀθανασίου εἰς δέκα πέντε ἡμερῶν. (34, 1005, 297, 1289)
divider (43, 1297, 287, 1298)
row-value: 25 (250, 360, 266, 374)
column-latest-hour (805, 376, 1077, 2169)
divider (820, 946, 1059, 947)
divider (1092, 1293, 1487, 1294)
table-row (34, 504, 297, 520)
row-value: 232 (222, 440, 247, 455)
table-row (34, 456, 297, 472)
dispatch-place: ΠΑΤΡΑΙ, 7 Φεβρουαρίου (1202, 444, 1389, 460)
row-value: 660 (222, 456, 247, 471)
dispatch-label: ΙΔΙΑΙΤΕΡΟΝ ΤΗΛΕΓΡ. ΤΟΥ «ΕΜΠΡΟΣ» (1150, 647, 1430, 663)
item-subheading: Ἐδικάζοντο (455, 964, 547, 979)
item-subheading: Ἐλέγετο χθὲς (444, 1374, 547, 1389)
column-dispatches (1077, 376, 1503, 2169)
notices-signature: Γενικὴ ἀντιπροσωπεία ἐν Ἑλλάδι Σ. Ἀθανασόπουλος, ὁδὸς Σταδίου 24. (1083, 1252, 1497, 1286)
column-almanac (28, 163, 302, 2263)
dispatch-place: ΠΥΡΓΟΣ, 7 Φεβρουαρίου (1200, 816, 1391, 832)
row-value: 96 (230, 392, 247, 406)
row-value: 115 (271, 521, 295, 535)
rally-text: Ἐν σχέσει πρὸς τὰς ἐνεργείας ταύτας τοῦ Ἀθηναϊκοῦ Συλλόγου, πληροφορούμεθα ὅτι ἐπιτροπὴ τῶν προέδρων τῶν Συντεχνιῶν θὰ διοργανώσῃ συλλαλητήριον, κατὰ τὸ ὁποῖον θὰ συνταχθῇ ψήφισμα πρὸς τὸν Βασιλέα, διὰ τοῦ ὁποίου ὁ Λαὸς θὰ ἐπικαλῆται τὴν ἐπέμβασιν Αὐτοῦ παρὰ τῇ Κυβερνήσει πρὸς κατάργησιν τοῦ φόρου. (34, 1758, 297, 1935)
row-label: » Θεσσαλίας (36, 360, 117, 374)
row-value: 168 (189, 653, 214, 667)
safety-caption-text: νομένη τροφὴ δὲν χωνεύεται, ὁ ὕπνος εἶνε ἀραιὸς καὶ ταραγμένος, ἀλγεῖ τις καὶ ὅλον τὸ σῶμα, πολλάκις δὲ ἐπέρχεται γενικὴ ἐξάντλησις. Πολὺ δὲ ὀλίγοι τὰ φάρμακα δύνανται νὰ σᾶς θεραπεύσουν ἐπιτυχῶς κατὰ τῆς παθήσεως ταύτης. Ὁ κ. Ζαφειρόπουλος ἐγράφη ἐπισήμως ἐκ τῆς κατηγορίας τῶν τακτικῶν: «Ἐπανελήφθη ἡ ὑγεία μου ἀπὸ τὰ Ροζ Χάπια Pink τοῦ Δόκτορος Williams, ὁ ὁποῖος ἐθεράπευσε τὴν νευρασθένειάν μου». (565, 975, 795, 1242)
